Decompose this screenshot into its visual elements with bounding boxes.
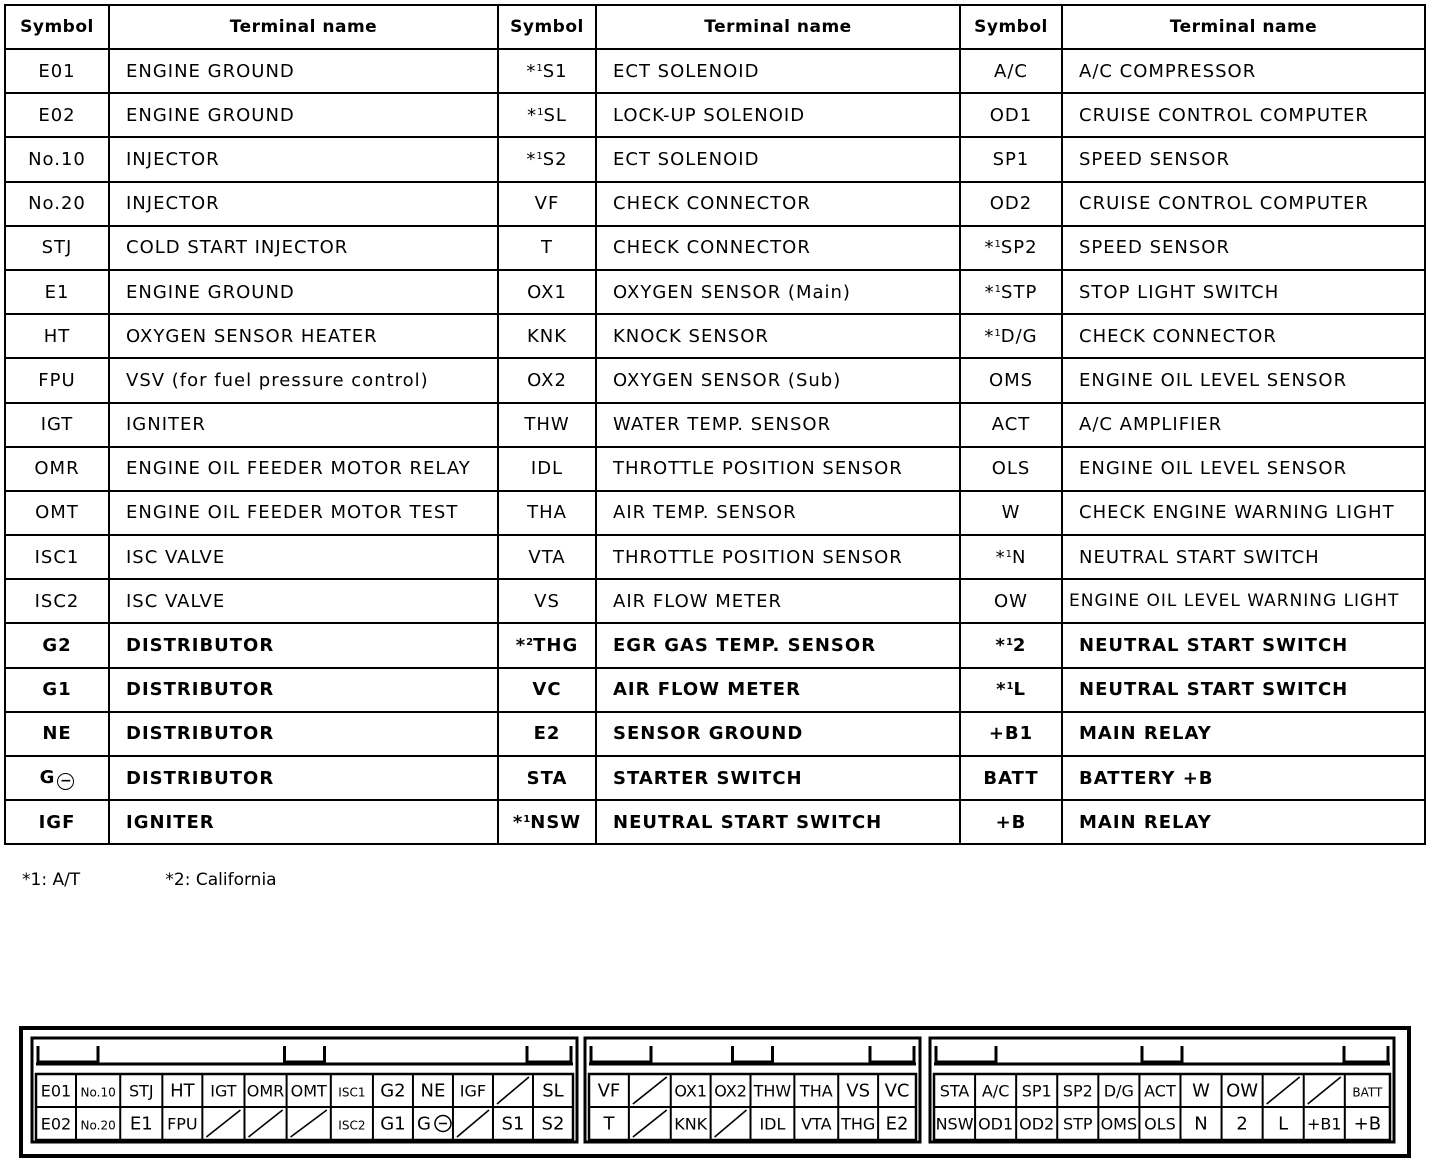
table-row — [5, 226, 1425, 270]
symbol-text: OX2 — [527, 369, 567, 391]
symbol-text: IGT — [40, 414, 74, 436]
symbol-text: ISC2 — [34, 590, 80, 612]
symbol-text: ACT — [991, 414, 1031, 436]
pin-label: IDL — [759, 1114, 786, 1134]
terminal-name-cell: ENGINE OIL FEEDER MOTOR TEST — [109, 491, 498, 535]
terminal-name-cell: A/C COMPRESSOR — [1062, 49, 1425, 93]
symbol-text: SL — [543, 104, 567, 126]
terminal-name-cell: NEUTRAL START SWITCH — [1062, 623, 1425, 667]
symbol-cell — [498, 49, 596, 93]
terminal-name-cell: CHECK CONNECTOR — [596, 226, 960, 270]
note-marker: * — [515, 635, 527, 657]
symbol-cell — [960, 182, 1062, 226]
table-row — [5, 93, 1425, 137]
symbol-cell — [498, 668, 596, 712]
pin-label: FPU — [167, 1114, 198, 1134]
symbol-cell — [498, 182, 596, 226]
symbol-cell — [960, 403, 1062, 447]
terminal-name-cell: ENGINE OIL FEEDER MOTOR RELAY — [109, 447, 498, 491]
note-number: 1 — [536, 150, 543, 162]
terminal-name-cell: CRUISE CONTROL COMPUTER — [1062, 182, 1425, 226]
pin-label: E02 — [40, 1114, 72, 1134]
terminal-name-cell: OXYGEN SENSOR (Sub) — [596, 358, 960, 402]
pin-label: HT — [170, 1080, 195, 1102]
symbol-cell — [5, 668, 109, 712]
note-marker: * — [526, 148, 537, 170]
note-marker: * — [995, 635, 1006, 657]
pin-label: NE — [420, 1080, 446, 1102]
symbol-text: OMR — [34, 458, 80, 480]
symbol-cell — [498, 314, 596, 358]
empty-pin-slash — [457, 1110, 489, 1137]
symbol-text: No.10 — [28, 148, 86, 170]
symbol-cell — [5, 712, 109, 756]
symbol-cell — [5, 314, 109, 358]
pin-label: OW — [1226, 1080, 1259, 1102]
pin-label: No.10 — [80, 1085, 116, 1100]
symbol-text: SP2 — [1000, 237, 1038, 259]
terminal-name-cell: CRUISE CONTROL COMPUTER — [1062, 93, 1425, 137]
terminal-name-cell: KNOCK SENSOR — [596, 314, 960, 358]
symbol-cell — [5, 800, 109, 844]
empty-pin-slash — [633, 1110, 667, 1137]
terminal-table — [4, 4, 1426, 845]
symbol-text: +B1 — [988, 723, 1034, 745]
pin-label: STA — [939, 1081, 970, 1101]
pin-label: THA — [799, 1081, 833, 1101]
empty-pin-slash — [497, 1077, 529, 1104]
symbol-cell — [960, 623, 1062, 667]
symbol-text: KNK — [526, 325, 568, 347]
note-marker: * — [526, 60, 537, 82]
note-number: 1 — [994, 283, 1002, 295]
symbol-cell — [960, 226, 1062, 270]
table-row — [5, 447, 1425, 491]
symbol-cell — [498, 137, 596, 181]
note-marker: * — [996, 679, 1007, 701]
symbol-text: G2 — [42, 635, 72, 657]
pin-label: G1 — [380, 1113, 406, 1135]
table-row — [5, 182, 1425, 226]
symbol-cell — [960, 270, 1062, 314]
terminal-name-cell: AIR FLOW METER — [596, 668, 960, 712]
terminal-name-cell: IGNITER — [109, 403, 498, 447]
pin-label: ISC1 — [338, 1085, 366, 1100]
note-marker: * — [984, 237, 995, 259]
pin-label: OX2 — [714, 1081, 747, 1101]
pin-label: L — [1278, 1113, 1289, 1135]
pin-label: SP1 — [1021, 1081, 1052, 1101]
table-row — [5, 579, 1425, 623]
terminal-name-cell: ECT SOLENOID — [596, 137, 960, 181]
symbol-cell — [498, 270, 596, 314]
symbol-text: S2 — [542, 148, 568, 170]
symbol-cell — [498, 535, 596, 579]
footnote-at: *1: A/T — [22, 870, 81, 890]
pin-label: VF — [597, 1080, 621, 1102]
terminal-name-cell: SPEED SENSOR — [1062, 226, 1425, 270]
terminal-name-cell: ISC VALVE — [109, 535, 498, 579]
table-row — [5, 623, 1425, 667]
pin-label: OMS — [1100, 1114, 1138, 1134]
note-marker: * — [984, 281, 995, 303]
pin-label: A/C — [981, 1081, 1010, 1101]
pin-label: IGT — [210, 1081, 237, 1101]
empty-pin-slash — [633, 1077, 667, 1104]
footnote-california: *2: California — [165, 870, 277, 890]
pin-label: D/G — [1103, 1081, 1134, 1101]
symbol-cell — [960, 712, 1062, 756]
pin-label: SL — [542, 1080, 564, 1102]
pin-label: ACT — [1144, 1081, 1176, 1101]
terminal-name-cell: A/C AMPLIFIER — [1062, 403, 1425, 447]
symbol-text: IGF — [38, 811, 76, 833]
symbol-cell — [5, 403, 109, 447]
symbol-text: SP1 — [992, 148, 1030, 170]
table-row — [5, 358, 1425, 402]
symbol-cell — [498, 623, 596, 667]
pin-label: OD2 — [1019, 1114, 1055, 1134]
table-row — [5, 403, 1425, 447]
pin-label: THG — [841, 1114, 876, 1134]
symbol-cell — [498, 491, 596, 535]
symbol-cell — [498, 712, 596, 756]
symbol-cell — [960, 800, 1062, 844]
table-row — [5, 49, 1425, 93]
symbol-cell — [960, 756, 1062, 800]
table-row — [5, 800, 1425, 844]
symbol-cell — [5, 182, 109, 226]
latch-tab — [1142, 1046, 1182, 1062]
ecu-connector-diagram — [0, 1020, 1440, 1162]
pin-label: W — [1192, 1080, 1210, 1102]
pin-label: S1 — [501, 1113, 525, 1135]
symbol-cell — [960, 447, 1062, 491]
symbol-text: OLS — [991, 458, 1031, 480]
symbol-cell — [960, 137, 1062, 181]
symbol-cell — [498, 756, 596, 800]
symbol-cell — [5, 137, 109, 181]
symbol-cell — [498, 403, 596, 447]
terminal-name-cell: COLD START INJECTOR — [109, 226, 498, 270]
symbol-cell — [960, 668, 1062, 712]
symbol-cell — [5, 93, 109, 137]
symbol-text: N — [1011, 546, 1027, 568]
symbol-cell — [960, 49, 1062, 93]
footnotes — [22, 870, 277, 890]
terminal-name-cell: ENGINE OIL LEVEL SENSOR — [1062, 358, 1425, 402]
symbol-text: +B — [995, 811, 1027, 833]
pin-label: NSW — [935, 1114, 974, 1134]
symbol-text: D/G — [1000, 325, 1038, 347]
header-terminal-name: Terminal name — [109, 5, 498, 49]
terminal-name-cell: THROTTLE POSITION SENSOR — [596, 535, 960, 579]
note-number: 1 — [1005, 637, 1013, 649]
note-number: 2 — [526, 637, 534, 649]
symbol-text: T — [541, 237, 553, 259]
symbol-cell — [498, 226, 596, 270]
terminal-name-cell: EGR GAS TEMP. SENSOR — [596, 623, 960, 667]
symbol-cell — [5, 226, 109, 270]
header-terminal-name: Terminal name — [1062, 5, 1425, 49]
pin-label: IGF — [459, 1081, 487, 1101]
symbol-text: HT — [43, 325, 71, 347]
pin-label: BATT — [1352, 1085, 1383, 1100]
symbol-text: THW — [524, 414, 570, 436]
symbol-cell — [5, 756, 109, 800]
terminal-name-cell: MAIN RELAY — [1062, 712, 1425, 756]
note-number: 1 — [994, 239, 1001, 251]
terminal-name-cell: DISTRIBUTOR — [109, 712, 498, 756]
latch-tab — [38, 1046, 98, 1062]
symbol-text: OD2 — [989, 193, 1033, 215]
terminal-name-cell: LOCK-UP SOLENOID — [596, 93, 960, 137]
pin-label: OX1 — [674, 1081, 708, 1101]
note-number: 1 — [994, 327, 1001, 339]
terminal-name-cell: SPEED SENSOR — [1062, 137, 1425, 181]
symbol-text: W — [1001, 502, 1021, 524]
latch-tab — [285, 1046, 325, 1062]
symbol-cell — [5, 579, 109, 623]
terminal-name-cell: ENGINE OIL LEVEL SENSOR — [1062, 447, 1425, 491]
pin-label: N — [1194, 1113, 1208, 1135]
header-symbol: Symbol — [960, 5, 1062, 49]
terminal-name-cell: SENSOR GROUND — [596, 712, 960, 756]
pin-label: T — [603, 1113, 615, 1135]
note-number: 1 — [523, 813, 531, 825]
pin-label: OMR — [246, 1081, 285, 1101]
symbol-text: S1 — [542, 60, 568, 82]
symbol-text: E02 — [38, 104, 76, 126]
terminal-name-cell: IGNITER — [109, 800, 498, 844]
pin-label: E01 — [40, 1081, 72, 1101]
terminal-name-cell: ENGINE GROUND — [109, 93, 498, 137]
terminal-name-cell: VSV (for fuel pressure control) — [109, 358, 498, 402]
pin-label: 2 — [1236, 1113, 1248, 1135]
header-terminal-name: Terminal name — [596, 5, 960, 49]
terminal-name-cell: INJECTOR — [109, 137, 498, 181]
pin-label: E1 — [129, 1113, 153, 1135]
terminal-name-cell: ENGINE GROUND — [109, 270, 498, 314]
empty-pin-slash — [715, 1110, 747, 1137]
pin-label: THW — [753, 1081, 792, 1101]
note-number: 1 — [536, 62, 543, 74]
symbol-text: STJ — [41, 237, 73, 259]
symbol-cell — [960, 314, 1062, 358]
pin-label: S2 — [541, 1113, 565, 1135]
empty-pin-slash — [206, 1110, 240, 1137]
table-row — [5, 491, 1425, 535]
pin-label: OD1 — [978, 1114, 1014, 1134]
pin-label: OLS — [1144, 1114, 1176, 1134]
note-number: 1 — [1006, 681, 1014, 693]
table-row — [5, 668, 1425, 712]
symbol-cell — [960, 93, 1062, 137]
note-marker: * — [527, 104, 538, 126]
table-row — [5, 535, 1425, 579]
terminal-name-cell: BATTERY +B — [1062, 756, 1425, 800]
symbol-text: VF — [534, 193, 560, 215]
terminal-name-cell: NEUTRAL START SWITCH — [596, 800, 960, 844]
latch-tab — [527, 1046, 571, 1062]
header-symbol: Symbol — [498, 5, 596, 49]
pin-label: SP2 — [1062, 1081, 1093, 1101]
latch-tab — [936, 1046, 996, 1062]
symbol-text: 2 — [1012, 635, 1027, 657]
pin-label: STP — [1062, 1114, 1093, 1134]
circled-minus-icon: − — [57, 773, 74, 790]
latch-tab — [591, 1046, 651, 1062]
pin-label: VTA — [801, 1114, 832, 1134]
header-symbol: Symbol — [5, 5, 109, 49]
symbol-text: NE — [42, 723, 72, 745]
terminal-name-cell: ENGINE OIL LEVEL WARNING LIGHT — [1062, 579, 1425, 623]
symbol-text: G — [39, 766, 56, 788]
terminal-name-cell: ECT SOLENOID — [596, 49, 960, 93]
symbol-text: THA — [527, 502, 567, 524]
terminal-name-cell: AIR TEMP. SENSOR — [596, 491, 960, 535]
symbol-cell — [960, 535, 1062, 579]
pin-label: STJ — [128, 1081, 154, 1101]
symbol-text: STA — [526, 767, 568, 789]
symbol-cell — [498, 447, 596, 491]
terminal-name-cell: NEUTRAL START SWITCH — [1062, 668, 1425, 712]
terminal-name-cell: CHECK CONNECTOR — [1062, 314, 1425, 358]
terminal-name-cell: OXYGEN SENSOR HEATER — [109, 314, 498, 358]
pin-label: G2 — [380, 1080, 406, 1102]
table-row — [5, 137, 1425, 181]
terminal-name-cell: ENGINE GROUND — [109, 49, 498, 93]
symbol-text: NSW — [530, 811, 582, 833]
symbol-cell — [5, 491, 109, 535]
terminal-name-cell: OXYGEN SENSOR (Main) — [596, 270, 960, 314]
symbol-text: OD1 — [989, 104, 1033, 126]
symbol-cell — [498, 800, 596, 844]
terminal-name-cell: STARTER SWITCH — [596, 756, 960, 800]
symbol-text: OMS — [988, 369, 1034, 391]
symbol-cell — [5, 447, 109, 491]
pin-label: OMT — [290, 1081, 327, 1101]
pin-label: KNK — [674, 1114, 708, 1134]
pin-label: VC — [884, 1080, 910, 1102]
pin-label: ISC2 — [338, 1118, 366, 1133]
terminal-name-cell: DISTRIBUTOR — [109, 668, 498, 712]
terminal-name-cell: NEUTRAL START SWITCH — [1062, 535, 1425, 579]
symbol-text: OW — [994, 590, 1028, 612]
symbol-cell — [498, 93, 596, 137]
terminal-name-cell: WATER TEMP. SENSOR — [596, 403, 960, 447]
symbol-text: E1 — [44, 281, 70, 303]
pin-label: E2 — [885, 1113, 909, 1135]
symbol-text: VS — [534, 590, 560, 612]
table-row — [5, 756, 1425, 800]
terminal-name-cell: ISC VALVE — [109, 579, 498, 623]
symbol-cell — [5, 358, 109, 402]
symbol-cell — [960, 491, 1062, 535]
terminal-name-cell: AIR FLOW METER — [596, 579, 960, 623]
symbol-text: STP — [1001, 281, 1038, 303]
symbol-text: E2 — [533, 723, 561, 745]
symbol-cell — [498, 579, 596, 623]
symbol-text: VC — [532, 679, 562, 701]
latch-tab — [1344, 1046, 1388, 1062]
table-header-row — [5, 5, 1425, 49]
pin-label: No.20 — [80, 1118, 116, 1133]
symbol-text: No.20 — [28, 193, 86, 215]
symbol-text: G1 — [42, 679, 72, 701]
pin-label: VS — [846, 1080, 871, 1102]
symbol-text: THG — [533, 635, 579, 657]
note-marker: * — [512, 811, 524, 833]
symbol-text: BATT — [983, 767, 1039, 789]
symbol-text: VTA — [528, 546, 566, 568]
empty-pin-slash — [1308, 1077, 1341, 1104]
empty-pin-slash — [1267, 1077, 1300, 1104]
symbol-text: FPU — [38, 369, 76, 391]
pin-label: +B — [1353, 1113, 1382, 1135]
latch-tab — [733, 1046, 773, 1062]
terminal-name-cell: CHECK ENGINE WARNING LIGHT — [1062, 491, 1425, 535]
pin-label: +B1 — [1306, 1114, 1342, 1134]
symbol-text: L — [1013, 679, 1026, 701]
table-row — [5, 270, 1425, 314]
symbol-cell — [5, 535, 109, 579]
symbol-cell — [960, 579, 1062, 623]
symbol-cell — [5, 623, 109, 667]
empty-pin-slash — [291, 1110, 327, 1137]
pin-label: G — [416, 1113, 431, 1135]
note-number: 1 — [1005, 548, 1012, 560]
symbol-cell — [5, 49, 109, 93]
symbol-text: ISC1 — [34, 546, 80, 568]
terminal-name-cell: MAIN RELAY — [1062, 800, 1425, 844]
symbol-text: OX1 — [527, 281, 567, 303]
empty-pin-slash — [248, 1110, 282, 1137]
symbol-cell — [498, 358, 596, 402]
symbol-cell — [5, 270, 109, 314]
table-row — [5, 314, 1425, 358]
terminal-name-cell: THROTTLE POSITION SENSOR — [596, 447, 960, 491]
note-marker: * — [995, 546, 1006, 568]
latch-tab — [870, 1046, 914, 1062]
terminal-name-cell: STOP LIGHT SWITCH — [1062, 270, 1425, 314]
terminal-name-cell: DISTRIBUTOR — [109, 623, 498, 667]
terminal-name-cell: DISTRIBUTOR — [109, 756, 498, 800]
note-number: 1 — [537, 106, 544, 118]
terminal-name-cell: INJECTOR — [109, 182, 498, 226]
terminal-name-cell: CHECK CONNECTOR — [596, 182, 960, 226]
note-marker: * — [984, 325, 995, 347]
symbol-text: A/C — [994, 60, 1028, 82]
symbol-text: E01 — [38, 60, 76, 82]
symbol-text: IDL — [530, 458, 564, 480]
table-row — [5, 712, 1425, 756]
symbol-text: OMT — [35, 502, 79, 524]
symbol-cell — [960, 358, 1062, 402]
